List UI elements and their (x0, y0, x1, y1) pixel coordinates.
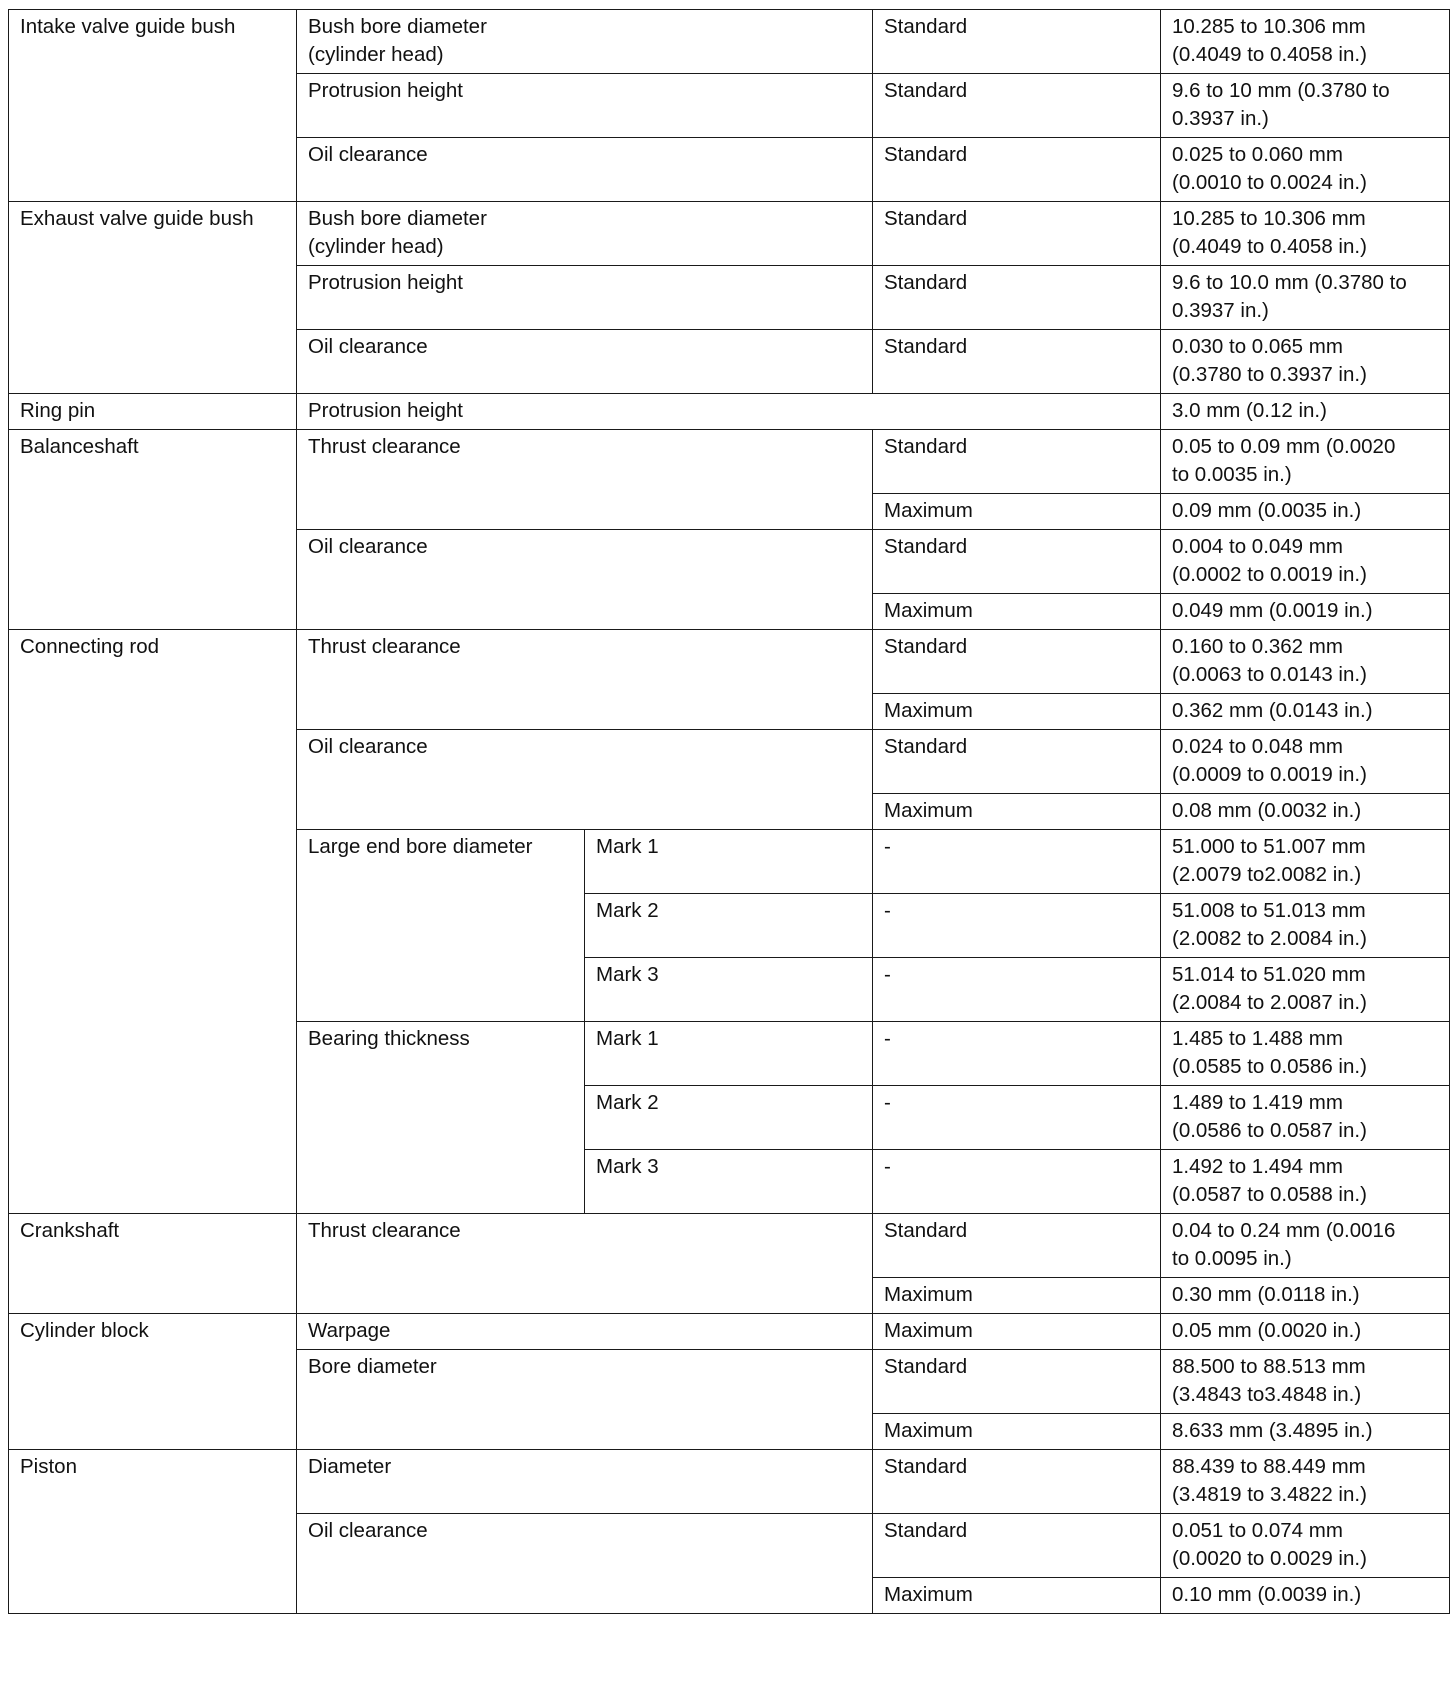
condition-cell: - (873, 1150, 1161, 1214)
mark-cell: Mark 3 (585, 958, 873, 1022)
value-cell: 1.492 to 1.494 mm (0.0587 to 0.0588 in.) (1161, 1150, 1450, 1214)
condition-cell: Standard (873, 330, 1161, 394)
value-cell: 0.30 mm (0.0118 in.) (1161, 1278, 1450, 1314)
condition-cell: Standard (873, 430, 1161, 494)
condition-cell: Standard (873, 138, 1161, 202)
condition-cell: Standard (873, 10, 1161, 74)
item-cell: Protrusion height (297, 74, 873, 138)
table-row (9, 1314, 1450, 1350)
value-cell: 1.485 to 1.488 mm (0.0585 to 0.0586 in.) (1161, 1022, 1450, 1086)
item-cell: Oil clearance (297, 730, 873, 830)
value-cell: 10.285 to 10.306 mm (0.4049 to 0.4058 in.) (1161, 202, 1450, 266)
value-cell: 3.0 mm (0.12 in.) (1161, 394, 1450, 430)
value-cell: 8.633 mm (3.4895 in.) (1161, 1414, 1450, 1450)
condition-cell: Maximum (873, 1578, 1161, 1614)
component-cell: Piston (9, 1450, 297, 1614)
condition-cell: - (873, 894, 1161, 958)
item-cell: Bush bore diameter (cylinder head) (297, 202, 873, 266)
mark-cell: Mark 2 (585, 894, 873, 958)
condition-cell: - (873, 958, 1161, 1022)
table-row (9, 430, 1450, 494)
item-cell: Warpage (297, 1314, 873, 1350)
mark-cell: Mark 1 (585, 1022, 873, 1086)
condition-cell: Maximum (873, 1278, 1161, 1314)
condition-cell: Standard (873, 202, 1161, 266)
value-cell: 0.030 to 0.065 mm (0.3780 to 0.3937 in.) (1161, 330, 1450, 394)
item-cell: Thrust clearance (297, 430, 873, 530)
condition-cell: Standard (873, 630, 1161, 694)
condition-cell: Standard (873, 1450, 1161, 1514)
condition-cell: - (873, 1022, 1161, 1086)
condition-cell: Standard (873, 730, 1161, 794)
item-cell: Diameter (297, 1450, 873, 1514)
table-row (9, 202, 1450, 266)
value-cell: 0.05 to 0.09 mm (0.0020 to 0.0035 in.) (1161, 430, 1450, 494)
value-cell: 88.439 to 88.449 mm (3.4819 to 3.4822 in.) (1161, 1450, 1450, 1514)
value-cell: 0.024 to 0.048 mm (0.0009 to 0.0019 in.) (1161, 730, 1450, 794)
spec-table (8, 9, 1450, 1614)
mark-cell: Mark 2 (585, 1086, 873, 1150)
value-cell: 0.362 mm (0.0143 in.) (1161, 694, 1450, 730)
value-cell: 0.04 to 0.24 mm (0.0016 to 0.0095 in.) (1161, 1214, 1450, 1278)
condition-cell: - (873, 830, 1161, 894)
item-cell: Thrust clearance (297, 1214, 873, 1314)
value-cell: 0.049 mm (0.0019 in.) (1161, 594, 1450, 630)
condition-cell: Maximum (873, 594, 1161, 630)
value-cell: 0.09 mm (0.0035 in.) (1161, 494, 1450, 530)
condition-cell: Maximum (873, 1314, 1161, 1350)
condition-cell: Standard (873, 530, 1161, 594)
condition-cell: Standard (873, 1214, 1161, 1278)
item-cell: Bore diameter (297, 1350, 873, 1450)
item-cell: Protrusion height (297, 394, 1161, 430)
condition-cell: Standard (873, 74, 1161, 138)
value-cell: 9.6 to 10.0 mm (0.3780 to 0.3937 in.) (1161, 266, 1450, 330)
value-cell: 9.6 to 10 mm (0.3780 to 0.3937 in.) (1161, 74, 1450, 138)
item-cell: Oil clearance (297, 330, 873, 394)
condition-cell: Maximum (873, 794, 1161, 830)
condition-cell: Standard (873, 266, 1161, 330)
item-cell: Large end bore diameter (297, 830, 585, 1022)
item-cell: Thrust clearance (297, 630, 873, 730)
item-cell: Oil clearance (297, 530, 873, 630)
value-cell: 0.08 mm (0.0032 in.) (1161, 794, 1450, 830)
value-cell: 88.500 to 88.513 mm (3.4843 to3.4848 in.) (1161, 1350, 1450, 1414)
value-cell: 1.489 to 1.419 mm (0.0586 to 0.0587 in.) (1161, 1086, 1450, 1150)
value-cell: 0.05 mm (0.0020 in.) (1161, 1314, 1450, 1350)
condition-cell: - (873, 1086, 1161, 1150)
value-cell: 10.285 to 10.306 mm (0.4049 to 0.4058 in.) (1161, 10, 1450, 74)
value-cell: 51.000 to 51.007 mm (2.0079 to2.0082 in.) (1161, 830, 1450, 894)
condition-cell: Maximum (873, 1414, 1161, 1450)
value-cell: 0.051 to 0.074 mm (0.0020 to 0.0029 in.) (1161, 1514, 1450, 1578)
item-cell: Bearing thickness (297, 1022, 585, 1214)
table-row (9, 1450, 1450, 1514)
item-cell: Protrusion height (297, 266, 873, 330)
value-cell: 51.008 to 51.013 mm (2.0082 to 2.0084 in.) (1161, 894, 1450, 958)
mark-cell: Mark 1 (585, 830, 873, 894)
table-row (9, 630, 1450, 694)
table-row (9, 10, 1450, 74)
table-row (9, 394, 1450, 430)
component-cell: Connecting rod (9, 630, 297, 1214)
value-cell: 0.004 to 0.049 mm (0.0002 to 0.0019 in.) (1161, 530, 1450, 594)
condition-cell: Maximum (873, 694, 1161, 730)
value-cell: 0.160 to 0.362 mm (0.0063 to 0.0143 in.) (1161, 630, 1450, 694)
mark-cell: Mark 3 (585, 1150, 873, 1214)
value-cell: 0.025 to 0.060 mm (0.0010 to 0.0024 in.) (1161, 138, 1450, 202)
condition-cell: Maximum (873, 494, 1161, 530)
component-cell: Balanceshaft (9, 430, 297, 630)
item-cell: Oil clearance (297, 1514, 873, 1614)
component-cell: Cylinder block (9, 1314, 297, 1450)
value-cell: 0.10 mm (0.0039 in.) (1161, 1578, 1450, 1614)
component-cell: Exhaust valve guide bush (9, 202, 297, 394)
item-cell: Bush bore diameter (cylinder head) (297, 10, 873, 74)
component-cell: Crankshaft (9, 1214, 297, 1314)
table-row (9, 1214, 1450, 1278)
component-cell: Intake valve guide bush (9, 10, 297, 202)
value-cell: 51.014 to 51.020 mm (2.0084 to 2.0087 in.) (1161, 958, 1450, 1022)
component-cell: Ring pin (9, 394, 297, 430)
item-cell: Oil clearance (297, 138, 873, 202)
condition-cell: Standard (873, 1350, 1161, 1414)
condition-cell: Standard (873, 1514, 1161, 1578)
